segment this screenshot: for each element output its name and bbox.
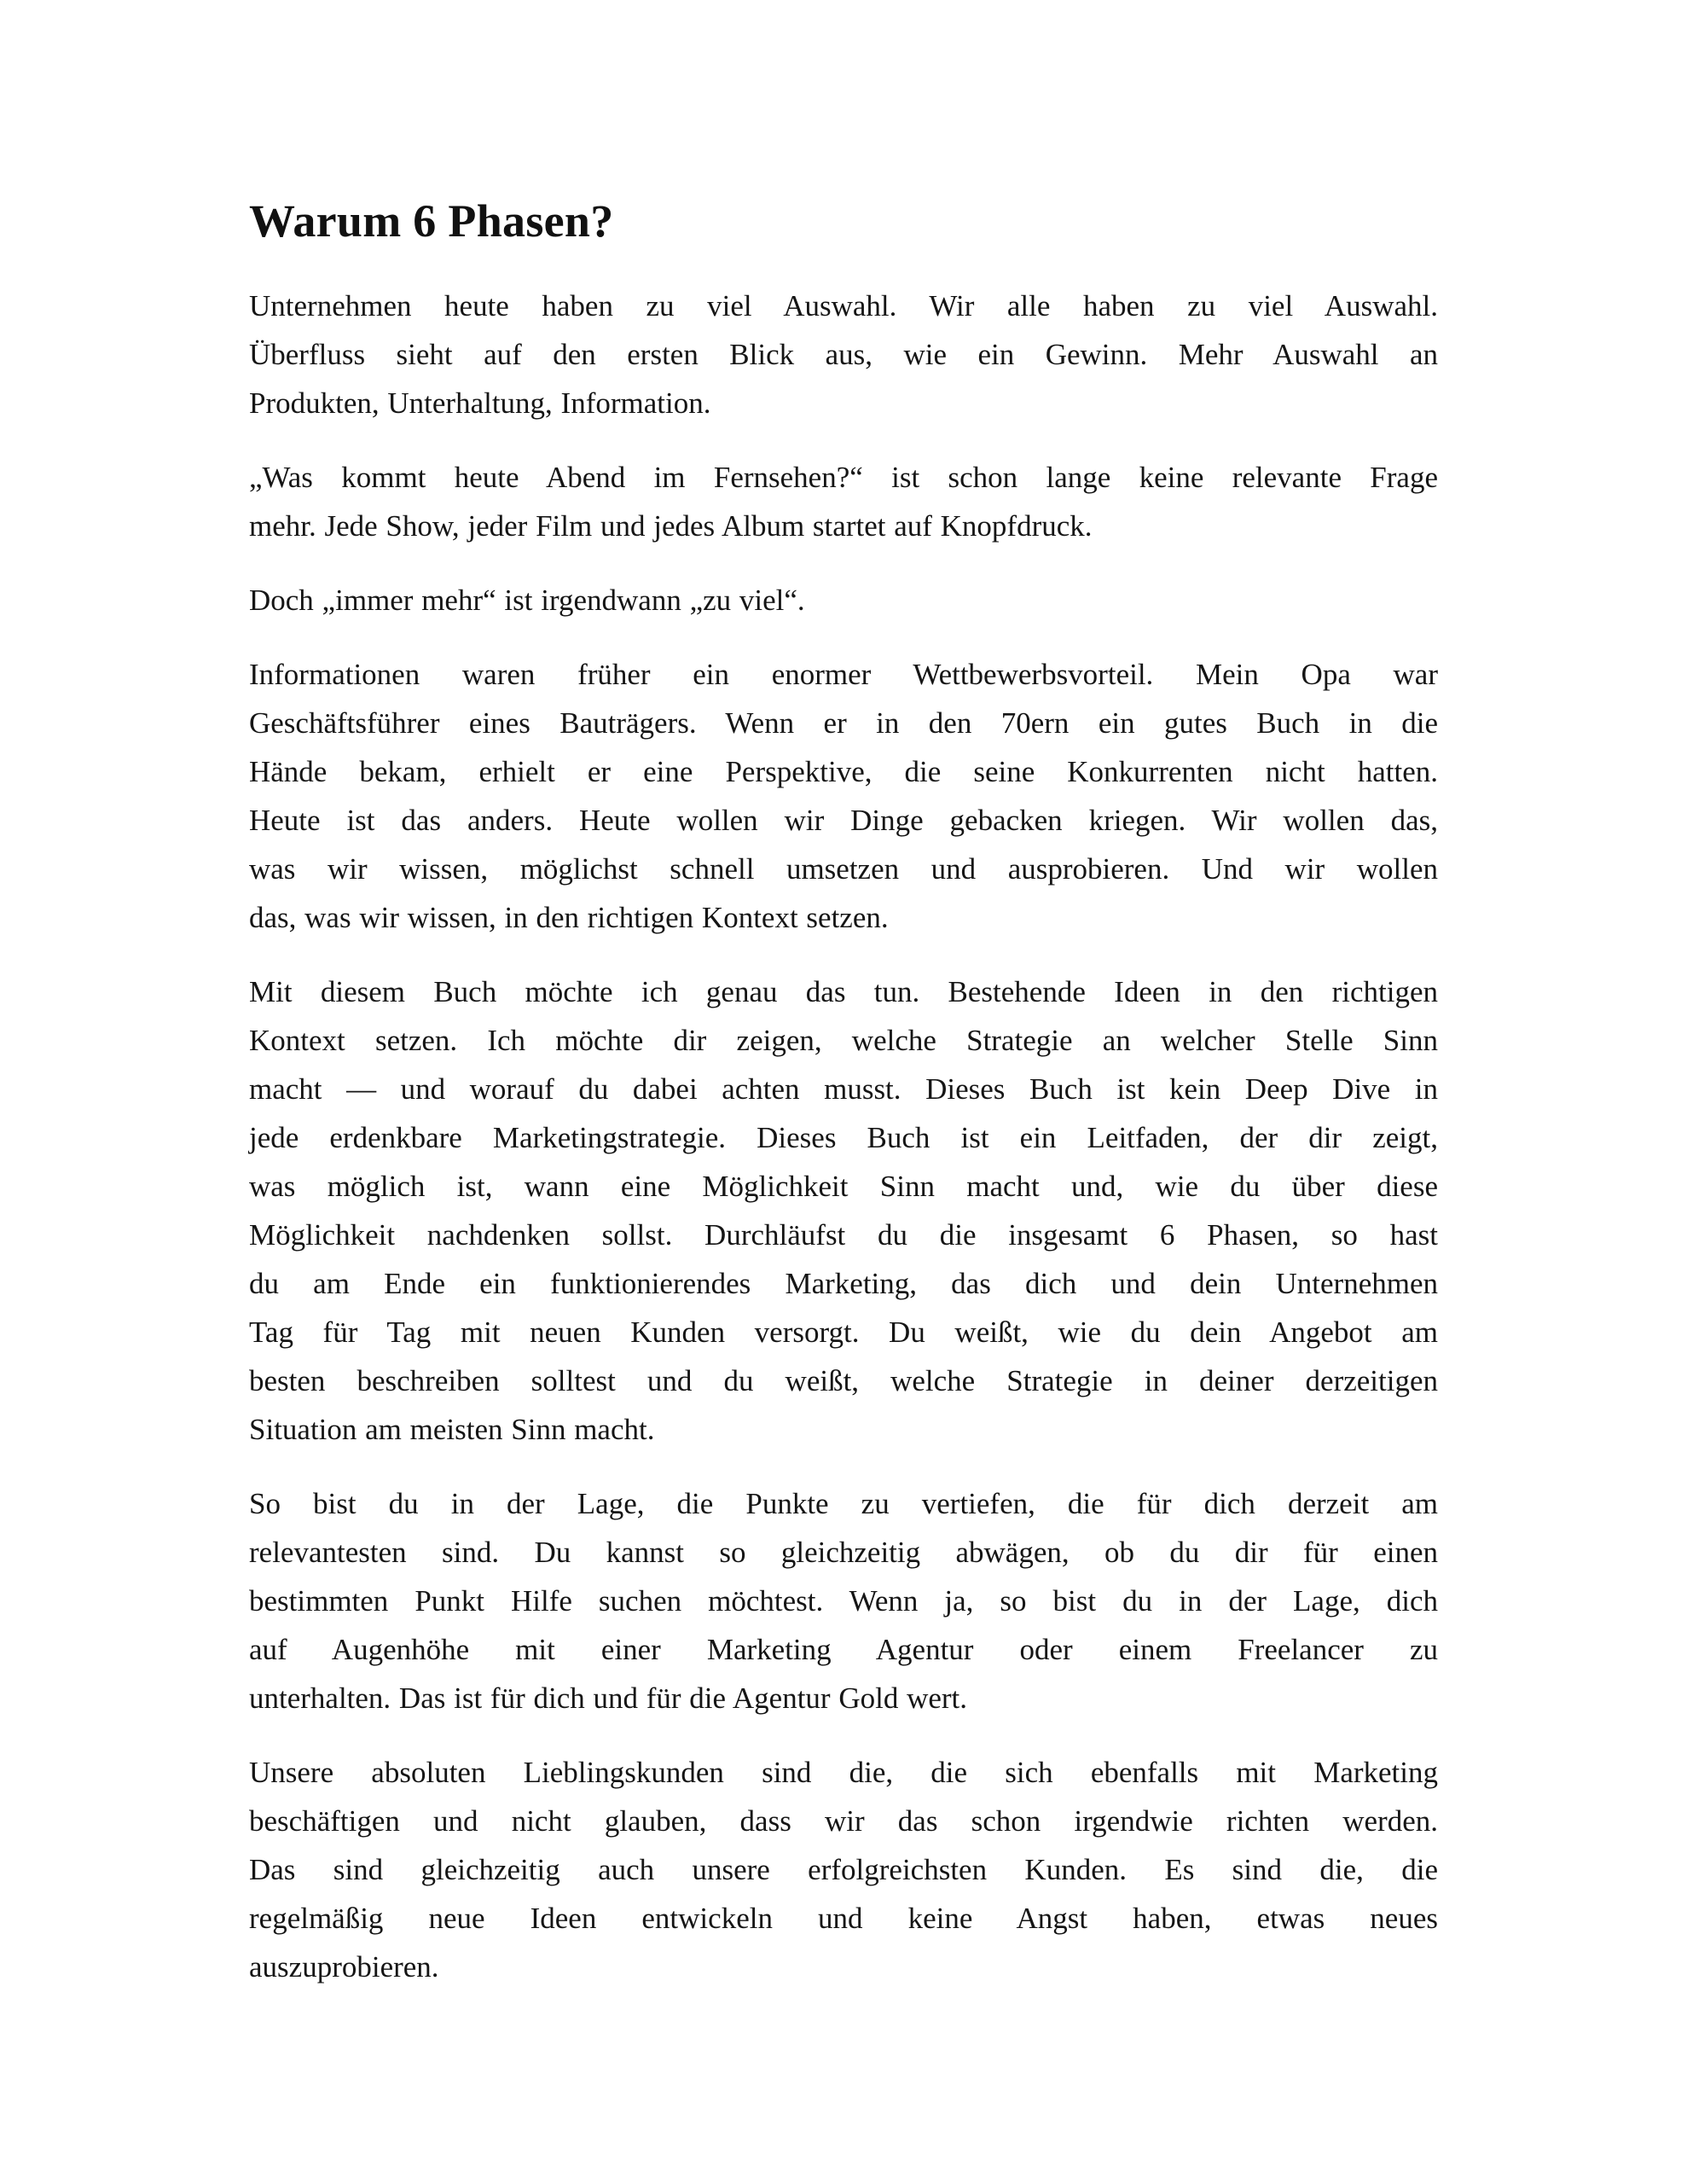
page-title: Warum 6 Phasen?: [249, 195, 614, 247]
paragraph: [249, 1748, 1438, 1991]
text-line: Doch „immer mehr“ ist irgendwann „zu viel“.: [249, 584, 805, 617]
text-line: Das sind gleichzeitig auch unsere erfolgreichsten Kunden. Es sind die, die: [249, 1853, 1438, 1886]
paragraph: [249, 453, 1438, 550]
text-line: Geschäftsführer eines Bauträgers. Wenn er in den 70ern ein gutes Buch in die: [249, 706, 1438, 740]
text-line: Produkten, Unterhaltung, Information.: [249, 386, 711, 420]
text-line: So bist du in der Lage, die Punkte zu vertiefen, die für dich derzeit am: [249, 1487, 1438, 1520]
text-line: Tag für Tag mit neuen Kunden versorgt. Du weißt, wie du dein Angebot am: [249, 1316, 1438, 1349]
paragraph: [249, 650, 1438, 942]
paragraph: [249, 576, 1438, 624]
paragraph: [249, 1479, 1438, 1722]
text-line: mehr. Jede Show, jeder Film und jedes Album startet auf Knopfdruck.: [249, 509, 1093, 543]
text-line: Kontext setzen. Ich möchte dir zeigen, welche Strategie an welcher Stelle Sinn: [249, 1024, 1438, 1057]
text-line: Heute ist das anders. Heute wollen wir Dinge gebacken kriegen. Wir wollen das,: [249, 804, 1438, 837]
text-line: auf Augenhöhe mit einer Marketing Agentur oder einem Freelancer zu: [249, 1633, 1438, 1666]
text-line: Situation am meisten Sinn macht.: [249, 1413, 655, 1446]
document-body: [249, 282, 1438, 1991]
text-line: macht — und worauf du dabei achten musst. Dieses Buch ist kein Deep Dive in: [249, 1072, 1438, 1106]
text-line: Mit diesem Buch möchte ich genau das tun. Bestehende Ideen in den richtigen: [249, 975, 1438, 1008]
text-line: Überfluss sieht auf den ersten Blick aus, wie ein Gewinn. Mehr Auswahl an: [249, 338, 1438, 371]
text-line: auszuprobieren.: [249, 1950, 439, 1984]
text-line: bestimmten Punkt Hilfe suchen möchtest. Wenn ja, so bist du in der Lage, dich: [249, 1584, 1438, 1618]
text-line: Informationen waren früher ein enormer Wettbewerbsvorteil. Mein Opa war: [249, 658, 1438, 691]
text-line: jede erdenkbare Marketingstrategie. Dieses Buch ist ein Leitfaden, der dir zeigt,: [249, 1121, 1438, 1154]
text-line: du am Ende ein funktionierendes Marketing, das dich und dein Unternehmen: [249, 1267, 1438, 1300]
text-line: besten beschreiben solltest und du weißt, welche Strategie in deiner derzeitigen: [249, 1364, 1438, 1397]
text-line: „Was kommt heute Abend im Fernsehen?“ ist schon lange keine relevante Frage: [249, 461, 1438, 494]
text-line: Unternehmen heute haben zu viel Auswahl. Wir alle haben zu viel Auswahl.: [249, 289, 1438, 322]
text-line: Unsere absoluten Lieblingskunden sind die, die sich ebenfalls mit Marketing: [249, 1756, 1438, 1789]
paragraph: [249, 967, 1438, 1454]
text-line: was möglich ist, wann eine Möglichkeit Sinn macht und, wie du über diese: [249, 1170, 1438, 1203]
text-line: unterhalten. Das ist für dich und für die Agentur Gold wert.: [249, 1682, 968, 1715]
text-line: das, was wir wissen, in den richtigen Kontext setzen.: [249, 901, 889, 934]
text-line: was wir wissen, möglichst schnell umsetzen und ausprobieren. Und wir wollen: [249, 852, 1438, 886]
text-line: relevantesten sind. Du kannst so gleichzeitig abwägen, ob du dir für einen: [249, 1536, 1438, 1569]
text-line: Hände bekam, erhielt er eine Perspektive, die seine Konkurrenten nicht hatten.: [249, 755, 1438, 788]
text-line: regelmäßig neue Ideen entwickeln und keine Angst haben, etwas neues: [249, 1902, 1438, 1935]
text-line: Möglichkeit nachdenken sollst. Durchläufst du die insgesamt 6 Phasen, so hast: [249, 1218, 1438, 1252]
text-line: beschäftigen und nicht glauben, dass wir das schon irgendwie richten werden.: [249, 1804, 1438, 1838]
paragraph: [249, 282, 1438, 427]
